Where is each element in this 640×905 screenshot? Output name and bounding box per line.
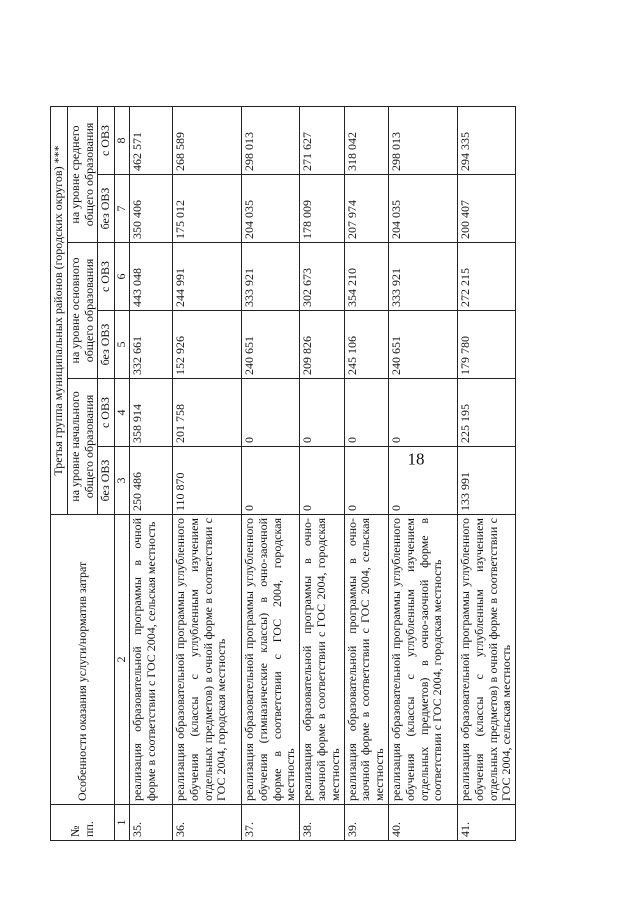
table-row (300, 107, 344, 841)
index-cell: 8 (115, 107, 130, 175)
row-value: 272 215 (457, 243, 515, 311)
sub-header: с ОВЗ (98, 107, 115, 175)
row-value: 0 (388, 447, 457, 515)
row-description: реализация образовательной программы в очно-заочной форме в соответствии с ГОС 2004, городская местность (300, 515, 344, 805)
row-description: реализация образовательной программы углубленного обучения (гимназические классы) в очно-заочной форме в соответствии с ГОС 2004, городская местность (241, 515, 299, 805)
table-row (129, 107, 172, 841)
row-description: реализация образовательной программы углубленного обучения (классы с углубленным изучением отдельных предметов) в очной форме в соответствии с ГОС 2004, сельская местность (457, 515, 515, 805)
row-value: 209 826 (300, 311, 344, 379)
row-value: 268 589 (172, 107, 241, 175)
table-row (457, 107, 515, 841)
table-row (344, 107, 388, 841)
row-number: 35. (129, 805, 172, 841)
row-value: 333 921 (388, 243, 457, 311)
row-number: 36. (172, 805, 241, 841)
row-number: 39. (344, 805, 388, 841)
row-value: 354 210 (344, 243, 388, 311)
page-number: 18 (407, 449, 425, 469)
row-description: реализация образовательной программы углубленного обучения (классы с углубленным изучением отдельных предметов) в очно-заочной форме в соответствии с ГОС 2004, городская местность (388, 515, 457, 805)
row-value: 0 (388, 379, 457, 447)
row-description: реализация образовательной программы в очно-заочной форме в соответствии с ГОС 2004, сельская местность (344, 515, 388, 805)
table-row (172, 107, 241, 841)
row-value: 175 012 (172, 175, 241, 243)
index-cell: 4 (115, 379, 130, 447)
row-value: 333 921 (241, 243, 299, 311)
index-cell: 5 (115, 311, 130, 379)
row-value: 250 486 (129, 447, 172, 515)
row-value: 179 780 (457, 311, 515, 379)
column-index-row (115, 107, 130, 841)
index-cell: 7 (115, 175, 130, 243)
row-value: 0 (241, 447, 299, 515)
col-number-header: № пп. (51, 805, 115, 841)
row-description: реализация образовательной программы в очной форме в соответствии с ГОС 2004, сельская местность (129, 515, 172, 805)
row-value: 244 991 (172, 243, 241, 311)
row-value: 225 195 (457, 379, 515, 447)
sub-header: без ОВЗ (98, 447, 115, 515)
row-number: 40. (388, 805, 457, 841)
row-value: 332 661 (129, 311, 172, 379)
row-value: 443 048 (129, 243, 172, 311)
row-value: 0 (344, 379, 388, 447)
row-value: 271 627 (300, 107, 344, 175)
row-value: 0 (344, 447, 388, 515)
row-value: 204 035 (241, 175, 299, 243)
row-value: 358 914 (129, 379, 172, 447)
row-value: 178 009 (300, 175, 344, 243)
sub-header: с ОВЗ (98, 243, 115, 311)
row-number: 38. (300, 805, 344, 841)
row-value: 110 870 (172, 447, 241, 515)
row-value: 298 013 (388, 107, 457, 175)
row-number: 37. (241, 805, 299, 841)
index-cell: 3 (115, 447, 130, 515)
row-value: 294 335 (457, 107, 515, 175)
row-value: 0 (300, 447, 344, 515)
row-value: 240 651 (241, 311, 299, 379)
index-cell: 1 (115, 805, 130, 841)
row-value: 201 758 (172, 379, 241, 447)
row-description: реализация образовательной программы углубленного обучения (классы с углубленным изучением отдельных предметов) в очной форме в соответствии с ГОС 2004, городская местность (172, 515, 241, 805)
row-value: 200 407 (457, 175, 515, 243)
sub-header: с ОВЗ (98, 379, 115, 447)
sub-header: без ОВЗ (98, 175, 115, 243)
row-value: 133 991 (457, 447, 515, 515)
sub-header: без ОВЗ (98, 311, 115, 379)
row-value: 245 106 (344, 311, 388, 379)
col-description-header: Особенности оказания услуги/норматив затрат (51, 515, 115, 805)
row-number: 41. (457, 805, 515, 841)
level-header-secondary: на уровне среднего общего образования (67, 107, 98, 243)
row-value: 350 406 (129, 175, 172, 243)
index-cell: 6 (115, 243, 130, 311)
row-value: 462 571 (129, 107, 172, 175)
table-row (241, 107, 299, 841)
level-header-basic: на уровне основного общего образования (67, 243, 98, 379)
row-value: 152 926 (172, 311, 241, 379)
table-row (388, 107, 457, 841)
row-value: 204 035 (388, 175, 457, 243)
row-value: 240 651 (388, 311, 457, 379)
row-value: 318 042 (344, 107, 388, 175)
row-value: 302 673 (300, 243, 344, 311)
row-value: 0 (300, 379, 344, 447)
row-value: 298 013 (241, 107, 299, 175)
cost-norms-table (50, 106, 516, 841)
index-cell: 2 (115, 515, 130, 805)
row-value: 207 974 (344, 175, 388, 243)
group-header: Третья группа муниципальных районов (городских округов) *** (51, 107, 68, 515)
level-header-primary: на уровне начального общего образования (67, 379, 98, 515)
row-value: 0 (241, 379, 299, 447)
